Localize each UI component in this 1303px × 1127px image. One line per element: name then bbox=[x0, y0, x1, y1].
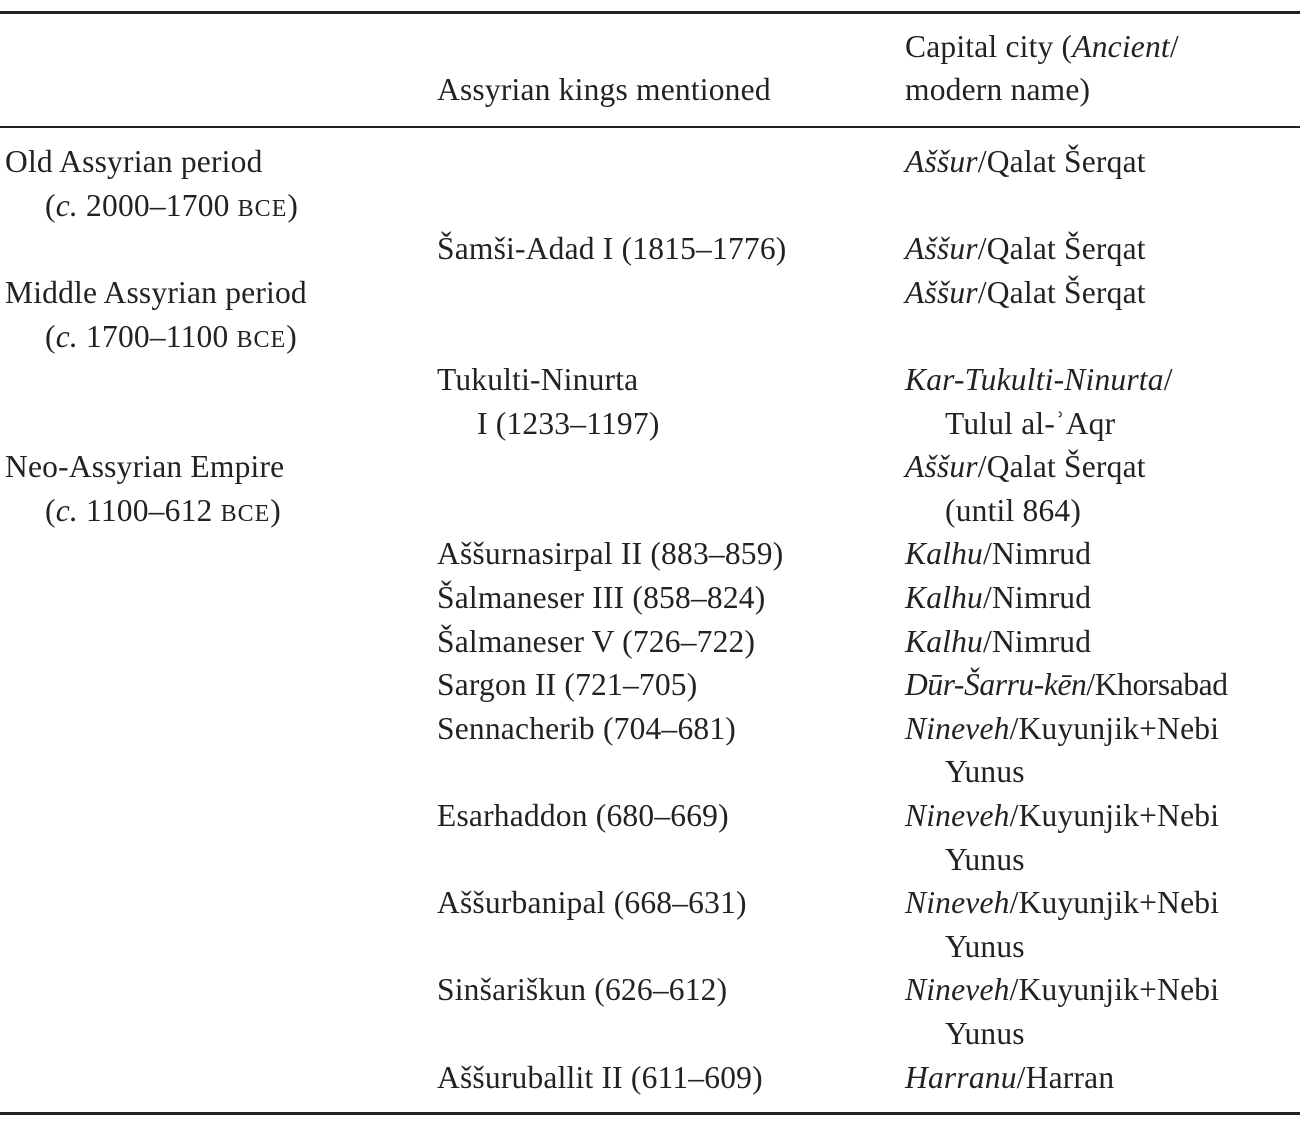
capital-row-12-cont: Yunus bbox=[945, 1016, 1025, 1051]
period-neo-name: Neo-Assyrian Empire bbox=[5, 449, 285, 484]
capital-row-12: Nineveh/Kuyunjik+Nebi bbox=[905, 972, 1220, 1007]
capital-row-1: Aššur/Qalat Šerqat bbox=[905, 231, 1146, 266]
king-row-10: Esarhaddon (680–669) bbox=[437, 798, 729, 833]
table-header-rule bbox=[0, 126, 1300, 128]
capital-row-11-cont: Yunus bbox=[945, 929, 1025, 964]
king-row-9: Sennacherib (704–681) bbox=[437, 711, 736, 746]
column-header-capital bbox=[905, 25, 1179, 69]
king-row-8: Sargon II (721–705) bbox=[437, 667, 698, 702]
capital-row-8: Dūr-Šarru-kēn/Khorsabad bbox=[905, 667, 1228, 702]
capital-row-7: Kalhu/Nimrud bbox=[905, 624, 1092, 659]
table-bottom-rule bbox=[0, 1112, 1300, 1115]
capital-row-4-cont: (until 864) bbox=[945, 493, 1082, 528]
capital-row-10-cont: Yunus bbox=[945, 842, 1025, 877]
capital-header-prefix: Capital city ( bbox=[905, 29, 1073, 64]
king-row-3-cont: I (1233–1197) bbox=[477, 406, 660, 441]
column-header-kings: Assyrian kings mentioned bbox=[437, 72, 771, 107]
period-middle-name: Middle Assyrian period bbox=[5, 275, 307, 310]
period-middle-dates: (c. 1700–1100 BCE) bbox=[45, 319, 297, 354]
king-row-1: Šamši-Adad I (1815–1776) bbox=[437, 231, 787, 266]
capital-header-ancient: Ancient bbox=[1072, 29, 1170, 64]
king-row-6: Šalmaneser III (858–824) bbox=[437, 580, 766, 615]
period-old-name: Old Assyrian period bbox=[5, 144, 263, 179]
period-old-dates: (c. 2000–1700 BCE) bbox=[45, 188, 299, 223]
king-row-12: Sinšariškun (626–612) bbox=[437, 972, 728, 1007]
capital-header-sep: / bbox=[1169, 29, 1179, 64]
capital-row-3-cont: Tulul al-ʾAqr bbox=[945, 406, 1116, 441]
column-header-capital-line2: modern name) bbox=[905, 72, 1091, 107]
table-top-rule bbox=[0, 11, 1300, 14]
capital-row-4: Aššur/Qalat Šerqat bbox=[905, 449, 1146, 484]
capital-row-13: Harranu/Harran bbox=[905, 1060, 1115, 1095]
capital-row-11: Nineveh/Kuyunjik+Nebi bbox=[905, 885, 1220, 920]
king-row-7: Šalmaneser V (726–722) bbox=[437, 624, 756, 659]
king-row-3: Tukulti-Ninurta bbox=[437, 362, 639, 397]
period-neo-dates: (c. 1100–612 BCE) bbox=[45, 493, 281, 528]
capital-row-6: Kalhu/Nimrud bbox=[905, 580, 1092, 615]
king-row-13: Aššuruballit II (611–609) bbox=[437, 1060, 763, 1095]
capital-row-9: Nineveh/Kuyunjik+Nebi bbox=[905, 711, 1220, 746]
capital-row-10: Nineveh/Kuyunjik+Nebi bbox=[905, 798, 1220, 833]
capital-row-5: Kalhu/Nimrud bbox=[905, 536, 1092, 571]
capital-row-0: Aššur/Qalat Šerqat bbox=[905, 144, 1146, 179]
king-row-11: Aššurbanipal (668–631) bbox=[437, 885, 747, 920]
capital-row-2: Aššur/Qalat Šerqat bbox=[905, 275, 1146, 310]
capital-row-9-cont: Yunus bbox=[945, 754, 1025, 789]
king-row-5: Aššurnasirpal II (883–859) bbox=[437, 536, 784, 571]
capital-row-3: Kar-Tukulti-Ninurta/ bbox=[905, 362, 1173, 397]
